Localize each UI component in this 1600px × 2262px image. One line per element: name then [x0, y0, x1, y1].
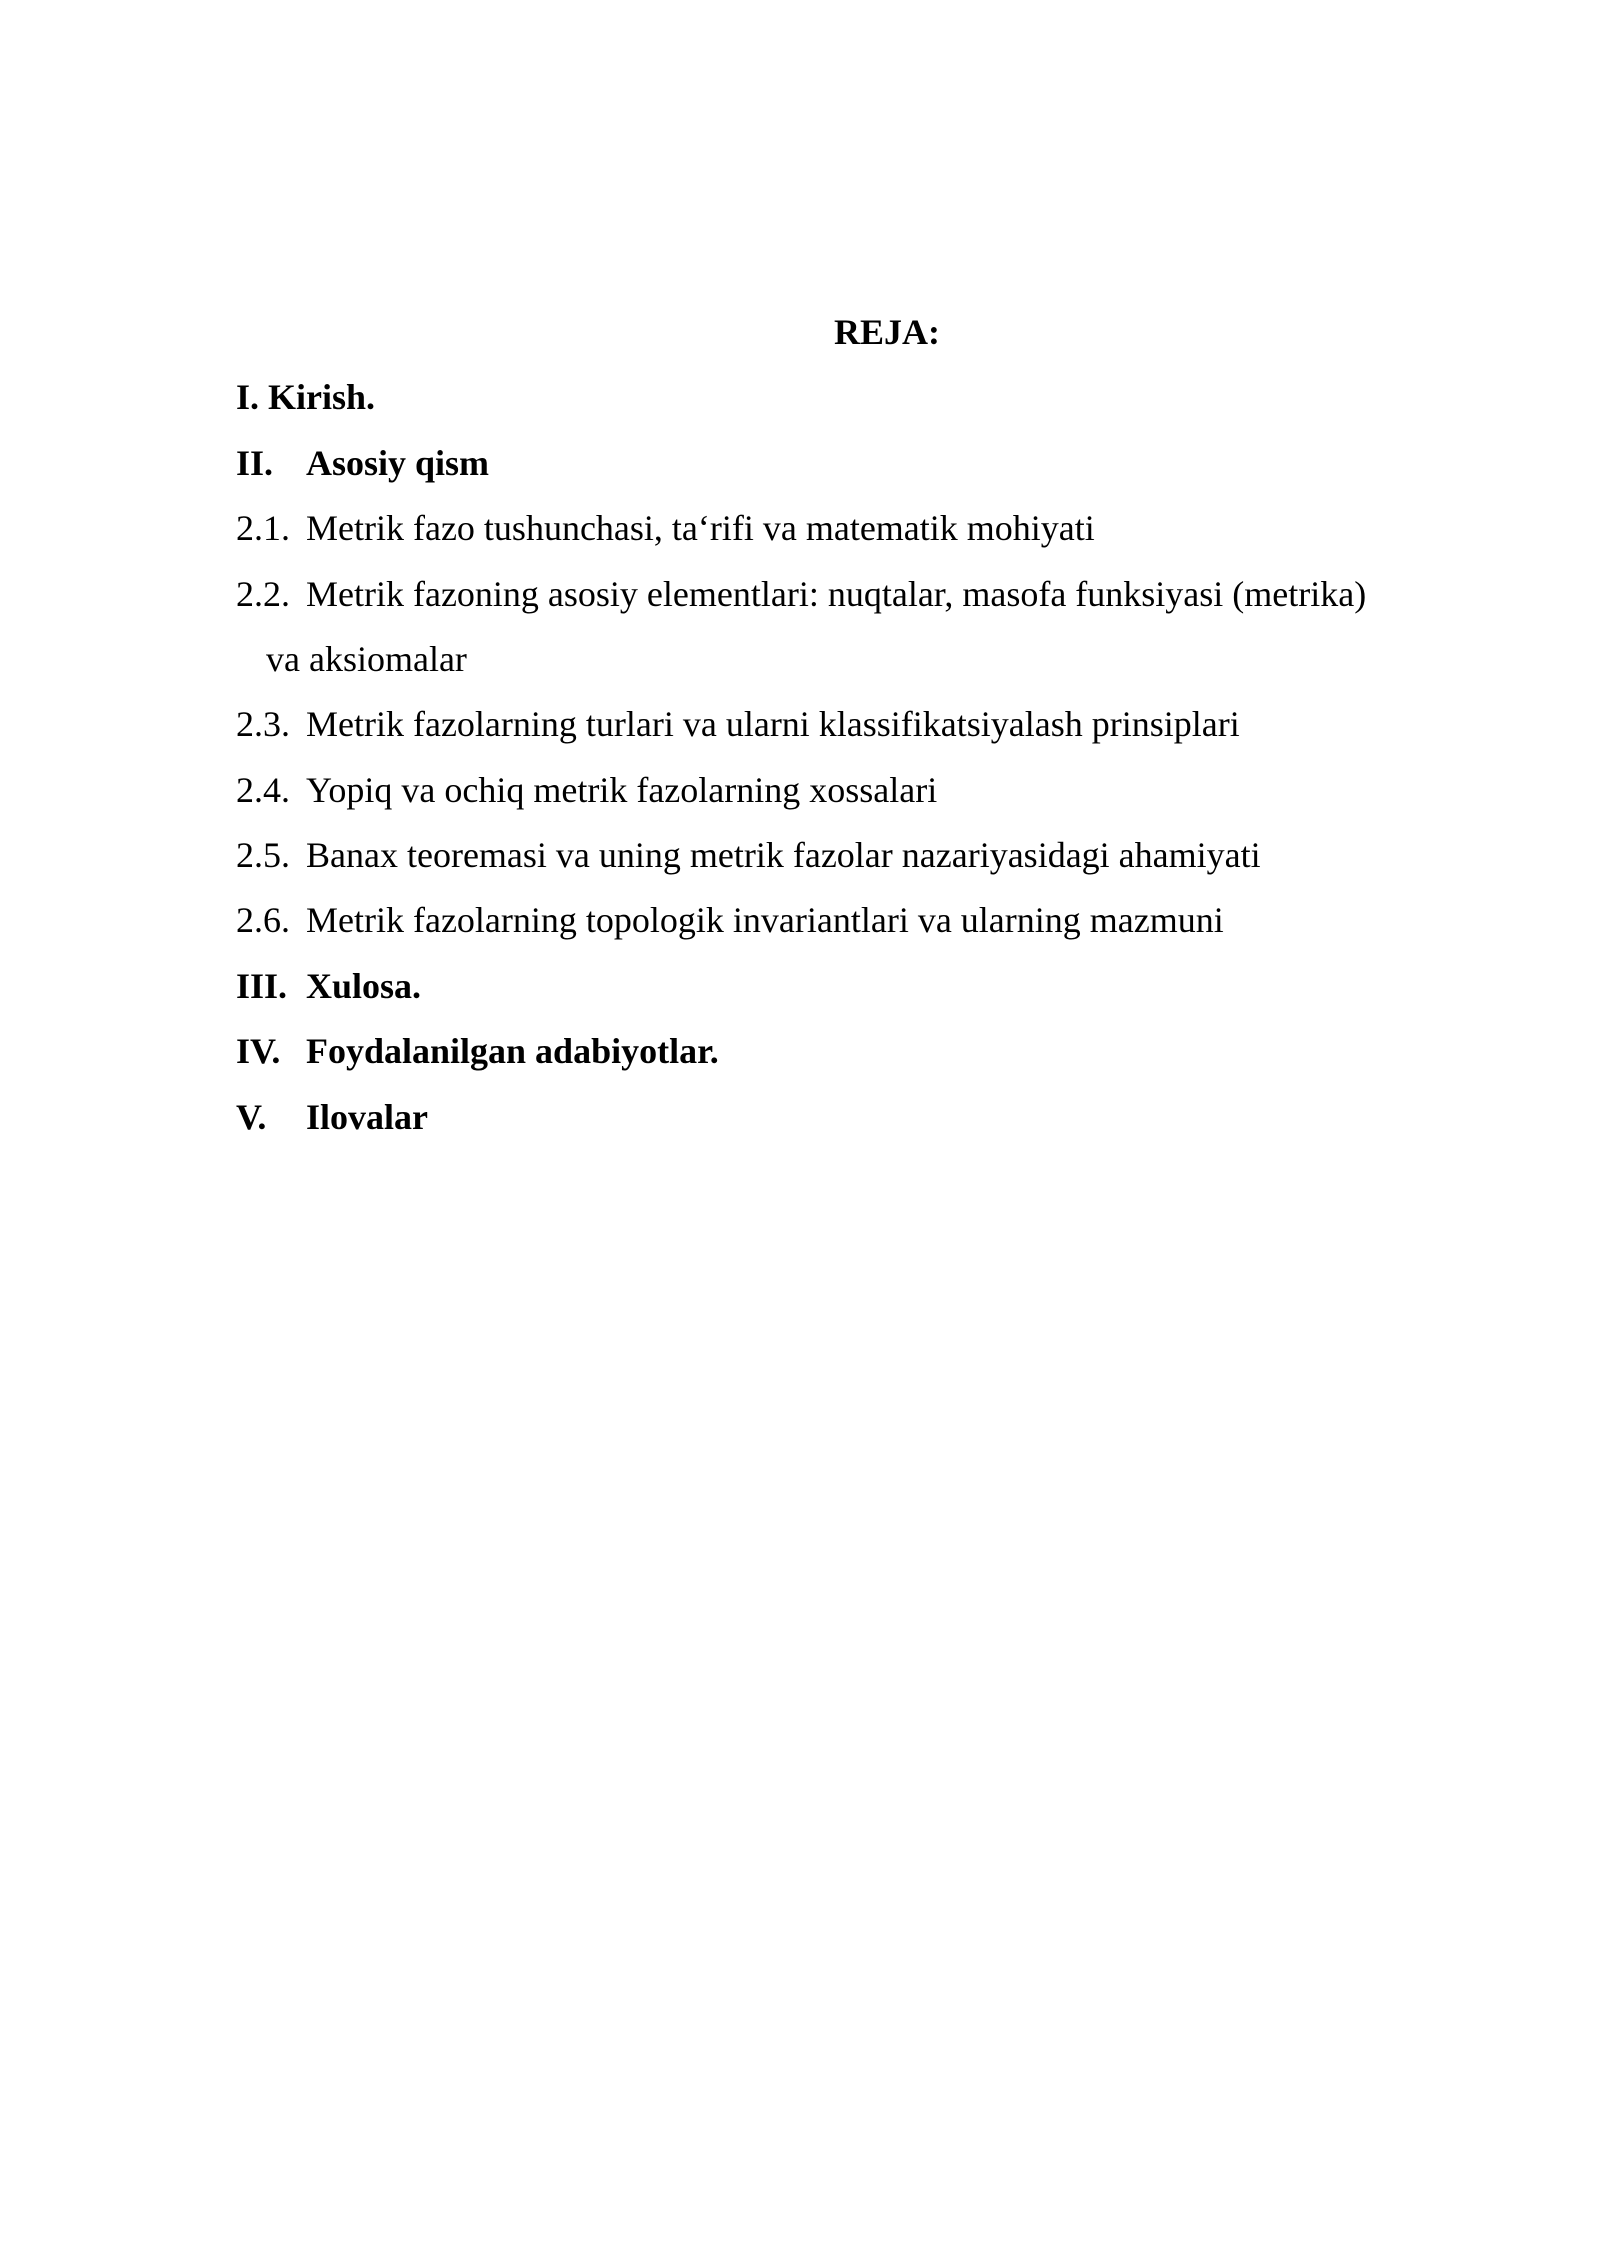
- outline-item-text: Asosiy qism: [306, 443, 490, 483]
- outline-item-text: Ilovalar: [306, 1097, 428, 1137]
- outline-item-text: Xulosa.: [306, 966, 422, 1006]
- outline-item-2-6: [236, 896, 1224, 944]
- outline-item-4: [236, 1027, 719, 1075]
- outline-item-number: 2.4.: [236, 770, 290, 810]
- outline-item-number: I.: [236, 377, 260, 417]
- outline-item-2-5: [236, 831, 1261, 879]
- outline-item-number: 2.6.: [236, 900, 290, 940]
- outline-item-text: Metrik fazoning asosiy elementlari: nuqtalar, masofa funksiyasi (metrika): [306, 574, 1367, 614]
- outline-item-2-1: [236, 504, 1095, 552]
- outline-item-text: Foydalanilgan adabiyotlar.: [306, 1031, 719, 1071]
- outline-item-2-3: [236, 700, 1240, 748]
- outline-item-2-4: [236, 766, 938, 814]
- outline-item-text: Metrik fazolarning turlari va ularni klassifikatsiyalash prinsiplari: [306, 704, 1240, 744]
- outline-item-number: IV.: [236, 1031, 281, 1071]
- outline-item-2-2: [236, 570, 1367, 618]
- outline-item-text: Metrik fazo tushunchasi, ta‘rifi va matematik mohiyati: [306, 508, 1095, 548]
- outline-item-text: Metrik fazolarning topologik invariantlari va ularning mazmuni: [306, 900, 1224, 940]
- outline-item-1: [236, 373, 376, 421]
- outline-item-2: [236, 439, 490, 487]
- outline-item-text: Banax teoremasi va uning metrik fazolar nazariyasidagi ahamiyati: [306, 835, 1261, 875]
- outline-item-continuation: va aksiomalar: [266, 639, 467, 679]
- outline-item-5: [236, 1093, 428, 1141]
- outline-item-number: 2.2.: [236, 574, 290, 614]
- outline-item-number: 2.5.: [236, 835, 290, 875]
- outline-item-3: [236, 962, 422, 1010]
- outline-item-number: III.: [236, 966, 288, 1006]
- outline-item-number: 2.3.: [236, 704, 290, 744]
- outline-item-number: V.: [236, 1097, 267, 1137]
- outline-item-number: II.: [236, 443, 274, 483]
- outline-item-text: Kirish.: [268, 377, 376, 417]
- outline-item-number: 2.1.: [236, 508, 290, 548]
- page-title: REJA:: [834, 312, 940, 352]
- outline-item-text: Yopiq va ochiq metrik fazolarning xossalari: [306, 770, 938, 810]
